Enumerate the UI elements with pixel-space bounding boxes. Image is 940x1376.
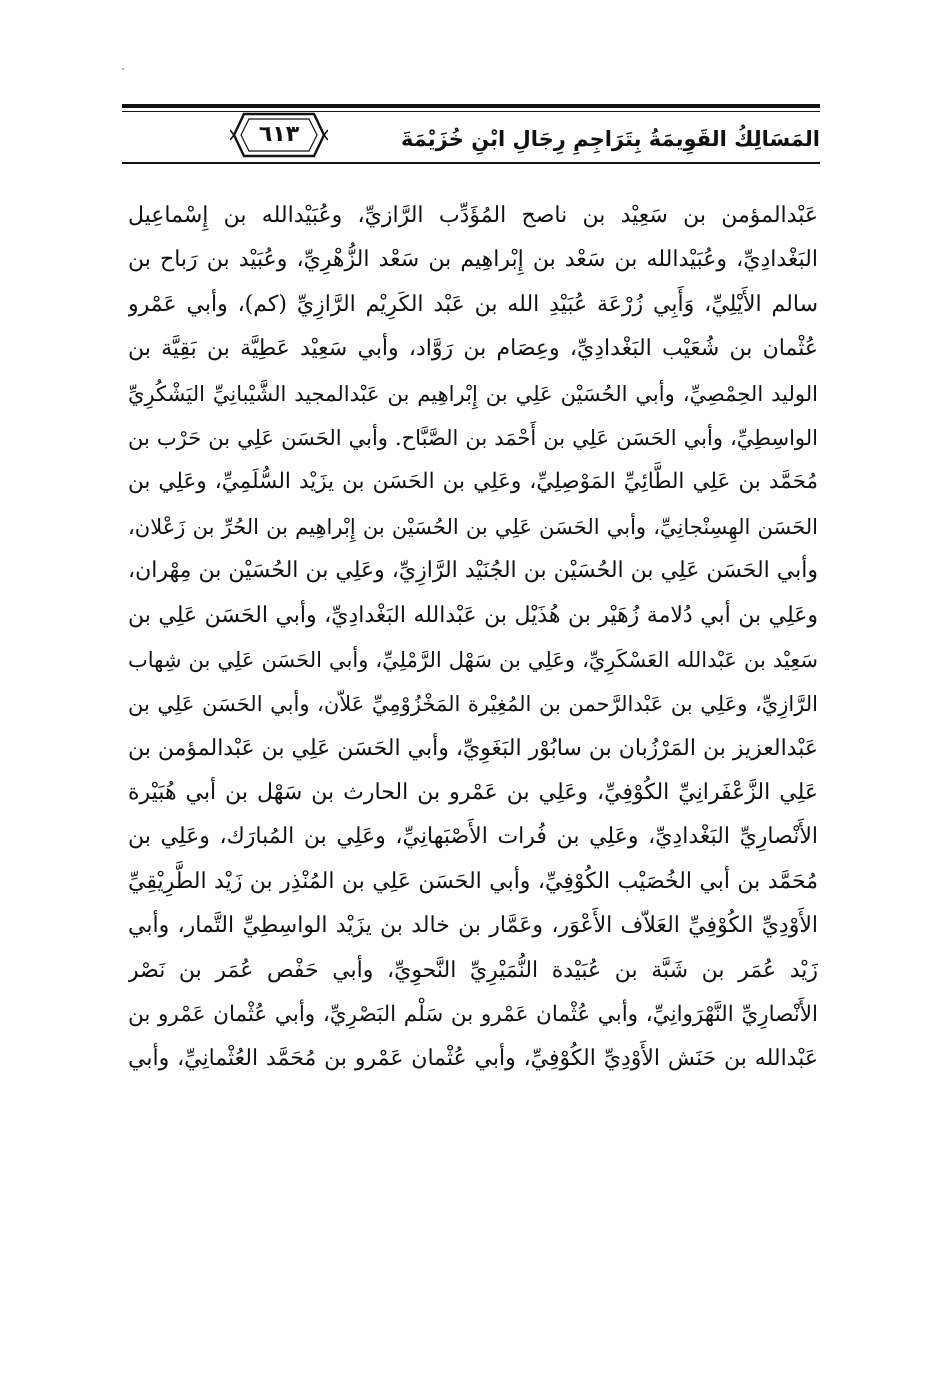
text-line: مُحَمَّد بن أبي الخُصَيْب الكُوْفِيِّ، وأبي الحَسَن عَلِي بن المُنْذِر بن زَيْد الطَّرِيْقِيِّ bbox=[128, 868, 818, 894]
header-rule-thin bbox=[122, 111, 820, 112]
text-line: عَبْدالله بن حَنَش الأَوْدِيِّ الكُوْفِيِّ، وأبي عُثْمان عَمْرو بن مُحَمَّد العُثْمانِيِّ، وأبي bbox=[128, 1046, 818, 1072]
text-line: الأَنْصارِيِّ النَّهْرَوانِيِّ، وأبي عُثْمان عَمْرو بن سَلْم البَصْرِيِّ، وأبي عُثْمان عَمْرو بن bbox=[128, 1002, 818, 1028]
text-line: عَلِي الزَّعْفَرانِيِّ الكُوْفِيِّ، وعَلِي بن عَمْرو بن الحارث بن سَهْل بن أبي هُبَيْرة bbox=[128, 780, 818, 806]
body-text bbox=[128, 194, 818, 1082]
text-line: الوليد الحِمْصِيِّ، وأبي الحُسَيْن عَلِي بن إِبْراهِيم بن عَبْدالمجيد الشَّيْبانِيِّ اليَشْكُرِيِّ bbox=[128, 381, 818, 406]
text-line: سالم الأَيْلِيِّ، وَأَبِي زُرْعَة عُبَيْدِ الله بن عَبْد الكَرِيْم الرَّازِيِّ (كم)، وأبي عَمْرو bbox=[128, 291, 818, 317]
text-line: عَبْدالمؤمن بن سَعِيْد بن ناصح المُؤَدِّب الرَّازيِّ، وعُبَيْدالله بن إِسْماعِيل bbox=[128, 203, 818, 228]
text-line: وأبي الحَسَن عَلِي بن الحُسَيْن بن الجُنَيْد الرَّازِيِّ، وعَلِي بن الحُسَيْن بن مِهْران، bbox=[128, 558, 818, 584]
text-line: الأَوْدِيِّ الكُوْفِيِّ العَلاّف الأَعْوَر، وعَمَّار بن خالد بن يزَيْد الواسِطِيِّ التَّمار، وأبي bbox=[128, 913, 818, 939]
text-line: وعَلِي بن أبي دُلامة زُهَيْر بن هُذَيْل بن عَبْدالله البَغْدادِيِّ، وأبي الحَسَن عَلِي بن bbox=[128, 602, 818, 628]
header-rule-thick bbox=[122, 104, 820, 108]
running-header bbox=[122, 96, 820, 166]
text-line: زَيْد عُمَر بن شَبَّة بن عُبَيْدة النُّمَيْرِيِّ النَّحوِيِّ، وأبي حَفْص عُمَر بن نَصْر bbox=[128, 957, 818, 983]
page-number: ٦١٣ bbox=[258, 122, 300, 147]
scan-speck bbox=[122, 68, 124, 70]
text-line: مُحَمَّد بن عَلِي الطَّائِيِّ المَوْصِلِيِّ، وعَلِي بن الحَسَن بن يزَيْد السُّلَمِيِّ، وعَلِي بن bbox=[128, 469, 818, 495]
running-title: المَسَالِكُ القَوِيمَةُ بِتَرَاجِمِ رِجَالِ ابْنِ خُزَيْمَةَ bbox=[400, 127, 820, 151]
header-rule-bottom bbox=[122, 162, 820, 164]
text-line: عُثْمان بن شُعَيْب البَغْدادِيِّ، وعِصَام بن رَوَّاد، وأبي سَعِيْد عَطِيَّة بن بَقِيَّة بن bbox=[128, 336, 818, 362]
text-line: عَبْدالعزيز بن المَرْزُبان بن سابُوْر البَغَوِيِّ، وأبي الحَسَن عَلِي بن عَبْدالمؤمن بن bbox=[128, 735, 818, 761]
text-line: سَعِيْد بن عَبْدالله العَسْكَرِيِّ، وعَلِي بن سَهْل الرَّمْلِيِّ، وأبي الحَسَن عَلِي بن شِهاب bbox=[128, 647, 818, 672]
text-line: الرَّازِيِّ، وعَلِي بن عَبْدالرَّحمن بن المُغِيْرة المَخْزُوْمِيِّ عَلاّن، وأبي الحَسَن عَلِي بن bbox=[128, 692, 818, 717]
text-line: الأَنْصارِيِّ البَغْدادِيِّ، وعَلِي بن فُرات الأَصْبَهانِيِّ، وعَلِي بن المُبارَك، وعَلِي بن bbox=[128, 824, 818, 850]
text-line: الحَسَن الهِسِنْجانِيِّ، وأبي الحَسَن عَلِي بن الحُسَيْن بن إِبْراهِيم بن الحُرِّ بن زَعْلان، bbox=[128, 514, 818, 539]
text-line: البَغْدادِيِّ، وعُبَيْدالله بن سَعْد بن إِبْراهِيم بن سَعْد الزُّهْرِيِّ، وعُبَيْد بن رَباح بن bbox=[128, 247, 818, 273]
page-number-ornament bbox=[230, 110, 328, 160]
text-line: الواسِطِيِّ، وأبي الحَسَن عَلِي بن أَحْمَد بن الصَّبَّاح. وأبي الحَسَن عَلِي بن حَرْب بن bbox=[128, 425, 818, 450]
